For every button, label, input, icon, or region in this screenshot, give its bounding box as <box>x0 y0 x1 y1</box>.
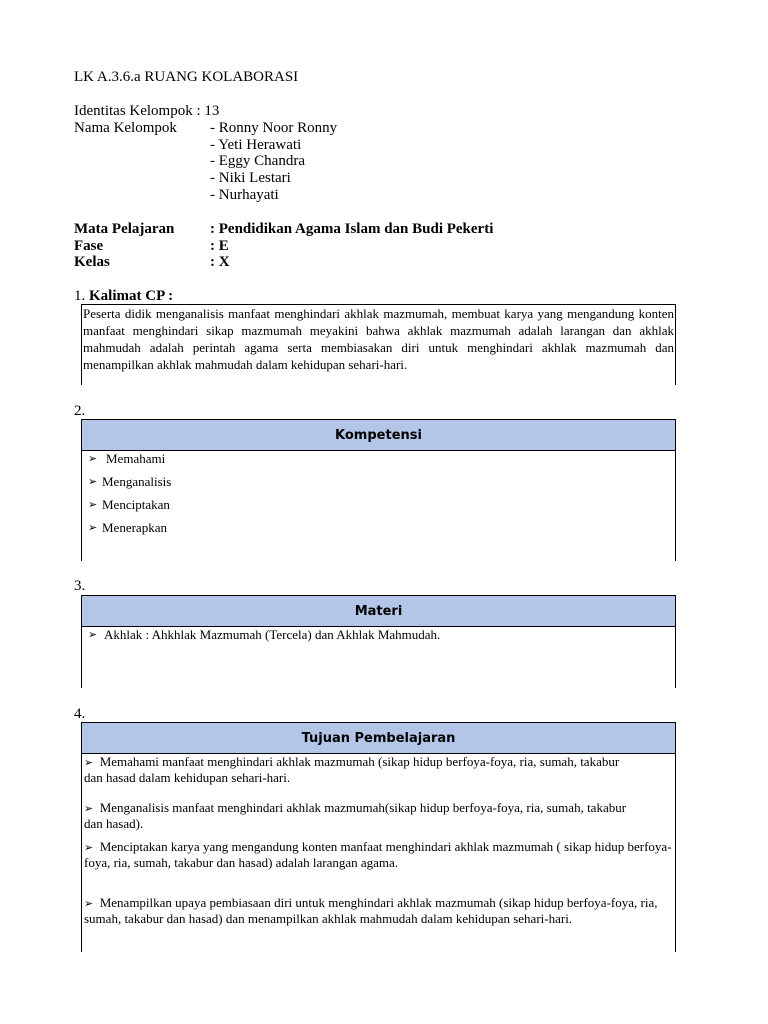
arrowhead-bullet-icon: ➢ <box>84 841 94 854</box>
tujuan-header: Tujuan Pembelajaran <box>82 723 675 754</box>
member-name: - Yeti Herawati <box>210 137 302 153</box>
kompetensi-table <box>81 419 676 561</box>
nama-kelompok-label: Nama Kelompok <box>74 120 177 136</box>
arrowhead-bullet-icon: ➢ <box>84 802 94 815</box>
info-value-kelas: : X <box>210 254 230 270</box>
materi-table <box>81 595 676 688</box>
section-1-heading <box>74 288 173 305</box>
list-item: ➢ Menciptakan karya yang mengandung konten manfaat menghindari akhlak mazmumah ( sikap hidup berfoya-foya, ria, sumah, takabur dan hasad) adalah larangan agama. <box>84 839 672 870</box>
list-item: ➢ Akhlak : Ahkhlak Mazmumah (Tercela) dan Akhlak Mahmudah. <box>88 627 441 642</box>
arrowhead-bullet-icon: ➢ <box>88 475 98 488</box>
info-label-kelas: Kelas <box>74 254 110 270</box>
list-item: ➢ Menerapkan <box>88 520 167 535</box>
info-value-fase: : E <box>210 238 229 254</box>
materi-header: Materi <box>82 596 675 627</box>
kalimat-cp-text: Peserta didik menganalisis manfaat menghindari akhlak mazmumah, membuat karya yang mengandung konten manfaat menghindari sikap mazmumah meyakini bahwa akhlak mazmumah adalah larangan dan akhlak mahmudah adalah perintah agama serta membiasakan diri untuk menghindari akhlak mazmumah dan menampilkan akhlak mahmudah dalam kehidupan sehari-hari. <box>83 306 674 372</box>
list-item: ➢ Memahami manfaat menghindari akhlak mazmumah (sikap hidup berfoya-foya, ria, sumah, takabur dan hasad dalam kehidupan sehari-hari. <box>84 754 620 785</box>
kompetensi-header: Kompetensi <box>82 420 675 451</box>
arrowhead-bullet-icon: ➢ <box>84 756 94 769</box>
list-item: ➢ Menganalisis manfaat menghindari akhlak mazmumah(sikap hidup berfoya-foya, ria, sumah, takabur dan hasad). <box>84 800 627 831</box>
member-name: - Eggy Chandra <box>210 153 305 169</box>
arrowhead-bullet-icon: ➢ <box>88 521 98 534</box>
member-name: - Niki Lestari <box>210 170 291 186</box>
list-item: ➢ Menampilkan upaya pembiasaan diri untuk menghindari akhlak mazmumah (sikap hidup berfoya-foya, ria, sumah, takabur dan hasad) dan menampilkan akhlak mahmudah dalam kehidupan sehari-hari. <box>84 895 658 926</box>
list-item: ➢ Memahami <box>88 451 166 466</box>
arrowhead-bullet-icon: ➢ <box>88 498 98 511</box>
arrowhead-bullet-icon: ➢ <box>88 452 98 465</box>
member-name: - Ronny Noor Ronny <box>210 120 338 136</box>
kalimat-cp-box <box>81 304 676 385</box>
section-1-title: Kalimat CP : <box>89 288 174 304</box>
arrowhead-bullet-icon: ➢ <box>84 897 94 910</box>
document-title: LK A.3.6.a RUANG KOLABORASI <box>74 69 299 85</box>
section-3-number: 3. <box>74 578 86 594</box>
section-1-number: 1. <box>74 288 86 304</box>
arrowhead-bullet-icon: ➢ <box>88 628 98 641</box>
info-value-mapel: : Pendidikan Agama Islam dan Budi Pekerti <box>210 221 494 237</box>
member-name: - Nurhayati <box>210 187 279 203</box>
list-item: ➢ Menciptakan <box>88 497 170 512</box>
tujuan-pembelajaran-table <box>81 722 676 952</box>
info-label-fase: Fase <box>74 238 104 254</box>
section-4-number: 4. <box>74 706 86 722</box>
list-item: ➢ Menganalisis <box>88 474 172 489</box>
identitas-kelompok: Identitas Kelompok : 13 <box>74 103 220 119</box>
info-label-mapel: Mata Pelajaran <box>74 221 175 237</box>
section-2-number: 2. <box>74 403 86 419</box>
